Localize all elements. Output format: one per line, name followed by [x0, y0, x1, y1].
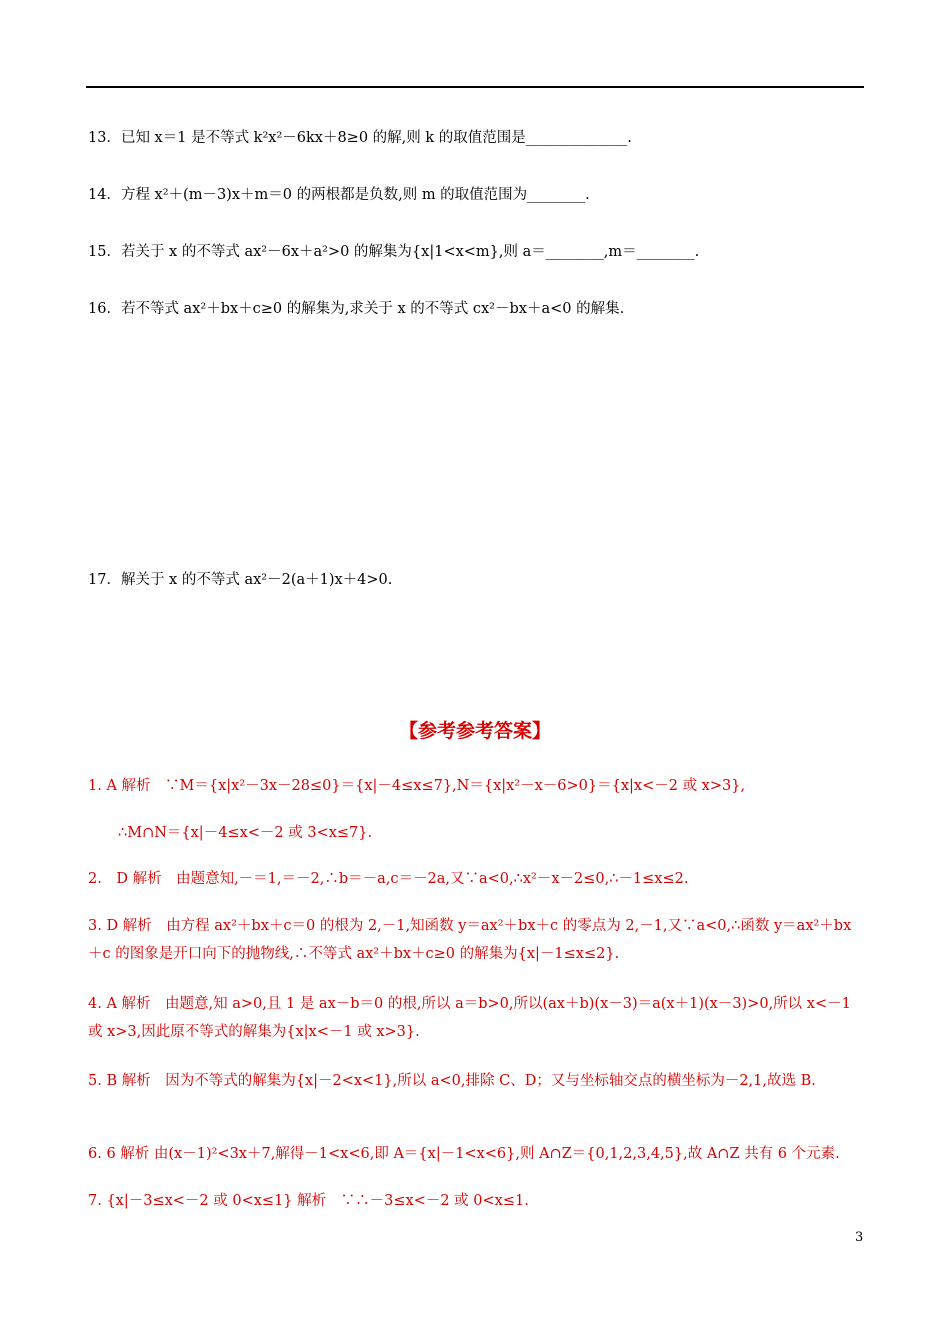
question-17: 17．解关于 x 的不等式 ax²－2(a＋1)x＋4>0.: [88, 572, 393, 588]
answer-5: 5. B 解析 因为不等式的解集为{x|－2<x<1},所以 a<0,排除 C、D；又与坐标轴交点的横坐标为－2,1,故选 B.: [88, 1073, 816, 1089]
question-14: 14．方程 x²＋(m－3)x＋m＝0 的两根都是负数,则 m 的取值范围为________.: [88, 187, 590, 203]
answer-1-line-2: ∴M∩N＝{x|－4≤x<－2 或 3<x≤7}.: [118, 825, 373, 841]
answer-2: 2. D 解析 由题意知,－＝1,＝－2,∴b＝－a,c＝－2a,又∵a<0,∴x²－x－2≤0,∴－1≤x≤2.: [88, 871, 689, 887]
question-13: 13．已知 x＝1 是不等式 k²x²－6kx＋8≥0 的解,则 k 的取值范围是______________.: [88, 130, 632, 146]
answer-6: 6. 6 解析 由(x－1)²<3x＋7,解得－1<x<6,即 A＝{x|－1<x<6},则 A∩Z＝{0,1,2,3,4,5},故 A∩Z 共有 6 个元素.: [88, 1146, 840, 1162]
question-16: 16．若不等式 ax²＋bx＋c≥0 的解集为,求关于 x 的不等式 cx²－bx＋a<0 的解集.: [88, 301, 625, 317]
answers-heading: 【参考参考答案】: [398, 720, 551, 742]
header-rule: [86, 86, 864, 88]
answer-1-line-1: 1. A 解析 ∵M＝{x|x²－3x－28≤0}＝{x|－4≤x≤7},N＝{x|x²－x－6>0}＝{x|x<－2 或 x>3},: [88, 778, 746, 794]
answer-7: 7. {x|－3≤x<－2 或 0<x≤1} 解析 ∵∴－3≤x<－2 或 0<x≤1.: [88, 1193, 529, 1209]
answer-4: 4. A 解析 由题意,知 a>0,且 1 是 ax－b＝0 的根,所以 a＝b>0,所以(ax＋b)(x－3)＝a(x＋1)(x－3)>0,所以 x<－1 或 x>3,因此原不等式的解集为{x|x<－1 或 x>3}.: [88, 996, 851, 1040]
page-number: 3: [855, 1230, 864, 1245]
question-15: 15．若关于 x 的不等式 ax²－6x＋a²>0 的解集为{x|1<x<m},则 a＝________,m＝________.: [88, 244, 700, 260]
answer-3: 3. D 解析 由方程 ax²＋bx＋c＝0 的根为 2,－1,知函数 y＝ax²＋bx＋c 的零点为 2,－1,又∵a<0,∴函数 y＝ax²＋bx＋c 的图象是开口向下的抛物线,∴不等式 ax²＋bx＋c≥0 的解集为{x|－1≤x≤2}.: [88, 918, 852, 962]
